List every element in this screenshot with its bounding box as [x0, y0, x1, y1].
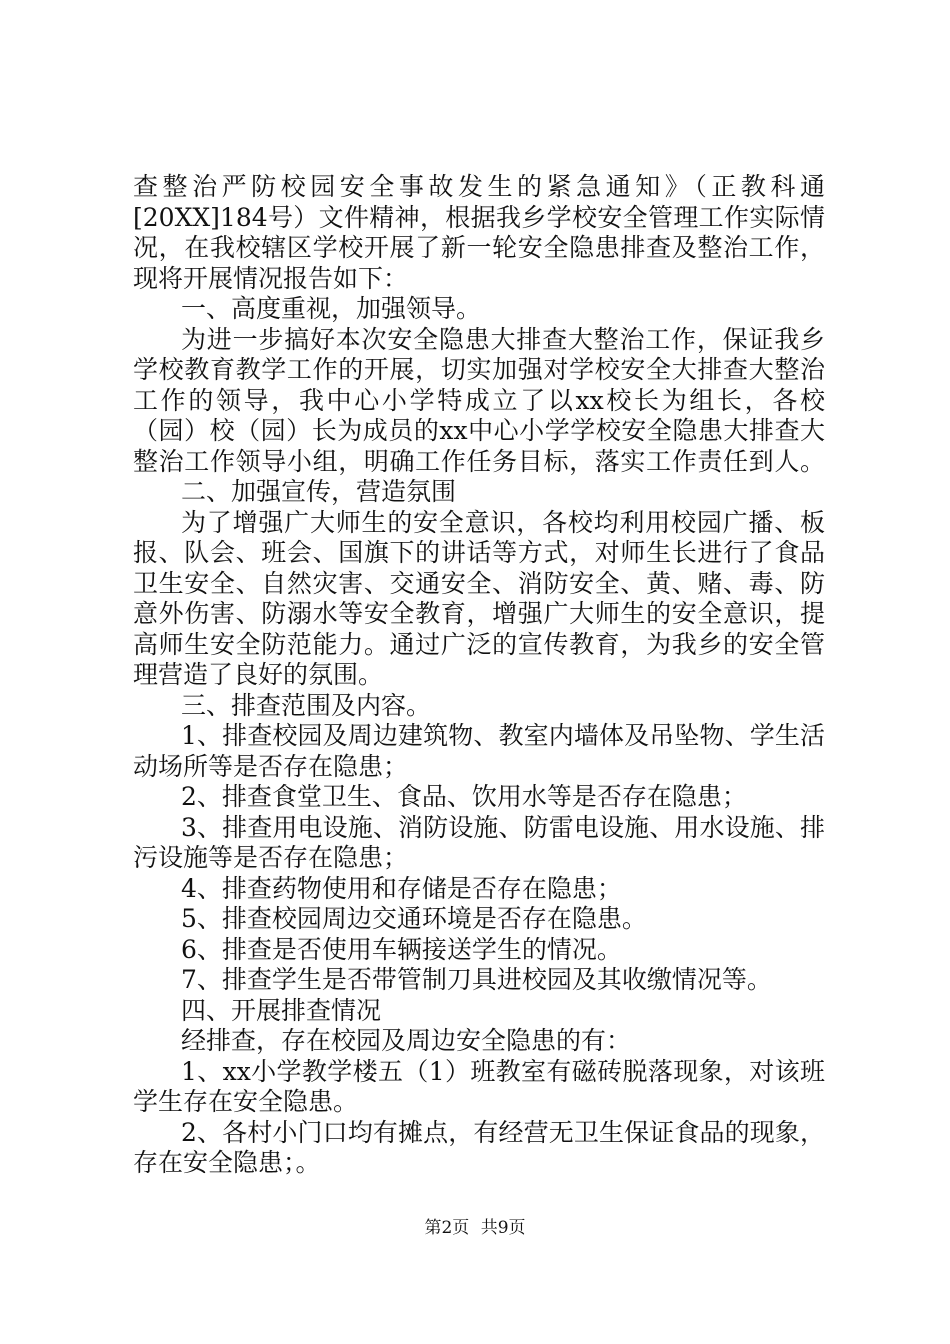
text-line: 意外伤害、防溺水等安全教育，增强广大师生的安全意识，提: [133, 599, 825, 628]
text-line: 经排查，存在校园及周边安全隐患的有：: [181, 1026, 632, 1055]
list-item: 1、排查校园及周边建筑物、教室内墙体及吊坠物、学生活: [181, 721, 825, 750]
text-line: 理营造了良好的氛围。: [133, 660, 384, 689]
text-line: 工作的领导，我中心小学特成立了以xx校长为组长，各校: [133, 385, 825, 415]
text-line: 动场所等是否存在隐患；: [133, 751, 409, 781]
list-item: 2、各村小门口均有摊点，有经营无卫生保证食品的现象，: [181, 1117, 825, 1147]
document-body: [133, 172, 825, 1179]
text-line: 存在安全隐患；。: [133, 1148, 321, 1177]
text-line: [20XX]184号）文件精神，根据我乡学校安全管理工作实际情: [133, 202, 825, 232]
list-item: 3、排查用电设施、消防设施、防雷电设施、用水设施、排: [181, 812, 825, 842]
list-item: 1、xx小学教学楼五（1）班教室有磁砖脱落现象，对该班: [181, 1056, 825, 1086]
text-line: 报、队会、班会、国旗下的讲话等方式，对师生长进行了食品: [133, 538, 825, 567]
total-pages: 共9页: [480, 1218, 526, 1238]
section-heading: 三、排查范围及内容。: [181, 690, 432, 720]
text-line: 污设施等是否存在隐患；: [133, 843, 409, 872]
text-line: 整治工作领导小组，明确工作任务目标，落实工作责任到人。: [133, 446, 825, 476]
list-item: 5、排查校园周边交通环境是否存在隐患。: [181, 904, 647, 933]
page-number: 第2页: [424, 1218, 470, 1238]
section-heading: 一、高度重视，加强领导。: [181, 294, 482, 323]
text-line: 现将开展情况报告如下：: [133, 263, 409, 293]
section-heading: 四、开展排查情况: [181, 995, 382, 1025]
text-line: 卫生安全、自然灾害、交通安全、消防安全、黄、赌、毒、防: [133, 568, 825, 598]
text-line: 况，在我校辖区学校开展了新一轮安全隐患排查及整治工作，: [133, 233, 825, 262]
list-item: 4、排查药物使用和存储是否存在隐患；: [181, 873, 622, 903]
list-item: 6、排查是否使用车辆接送学生的情况。: [181, 934, 622, 964]
text-line: 高师生安全防范能力。通过广泛的宣传教育，为我乡的安全管: [133, 629, 825, 659]
text-line: 学校教育教学工作的开展，切实加强对学校安全大排查大整治: [133, 355, 825, 384]
text-line: 为进一步搞好本次安全隐患大排查大整治工作，保证我乡: [181, 324, 825, 354]
text-line: 查整治严防校园安全事故发生的紧急通知》（正教科通: [133, 172, 825, 201]
text-line: （园）校（园）长为成员的xx中心小学学校安全隐患大排查大: [133, 416, 825, 445]
section-heading: 二、加强宣传，营造氛围: [181, 477, 457, 506]
text-line: 为了增强广大师生的安全意识，各校均利用校园广播、板: [181, 507, 825, 537]
list-item: 2、排查食堂卫生、食品、饮用水等是否存在隐患；: [181, 782, 747, 811]
text-line: 学生存在安全隐患。: [133, 1087, 359, 1116]
list-item: 7、排查学生是否带管制刀具进校园及其收缴情况等。: [181, 965, 772, 994]
page-footer: [0, 1217, 950, 1239]
